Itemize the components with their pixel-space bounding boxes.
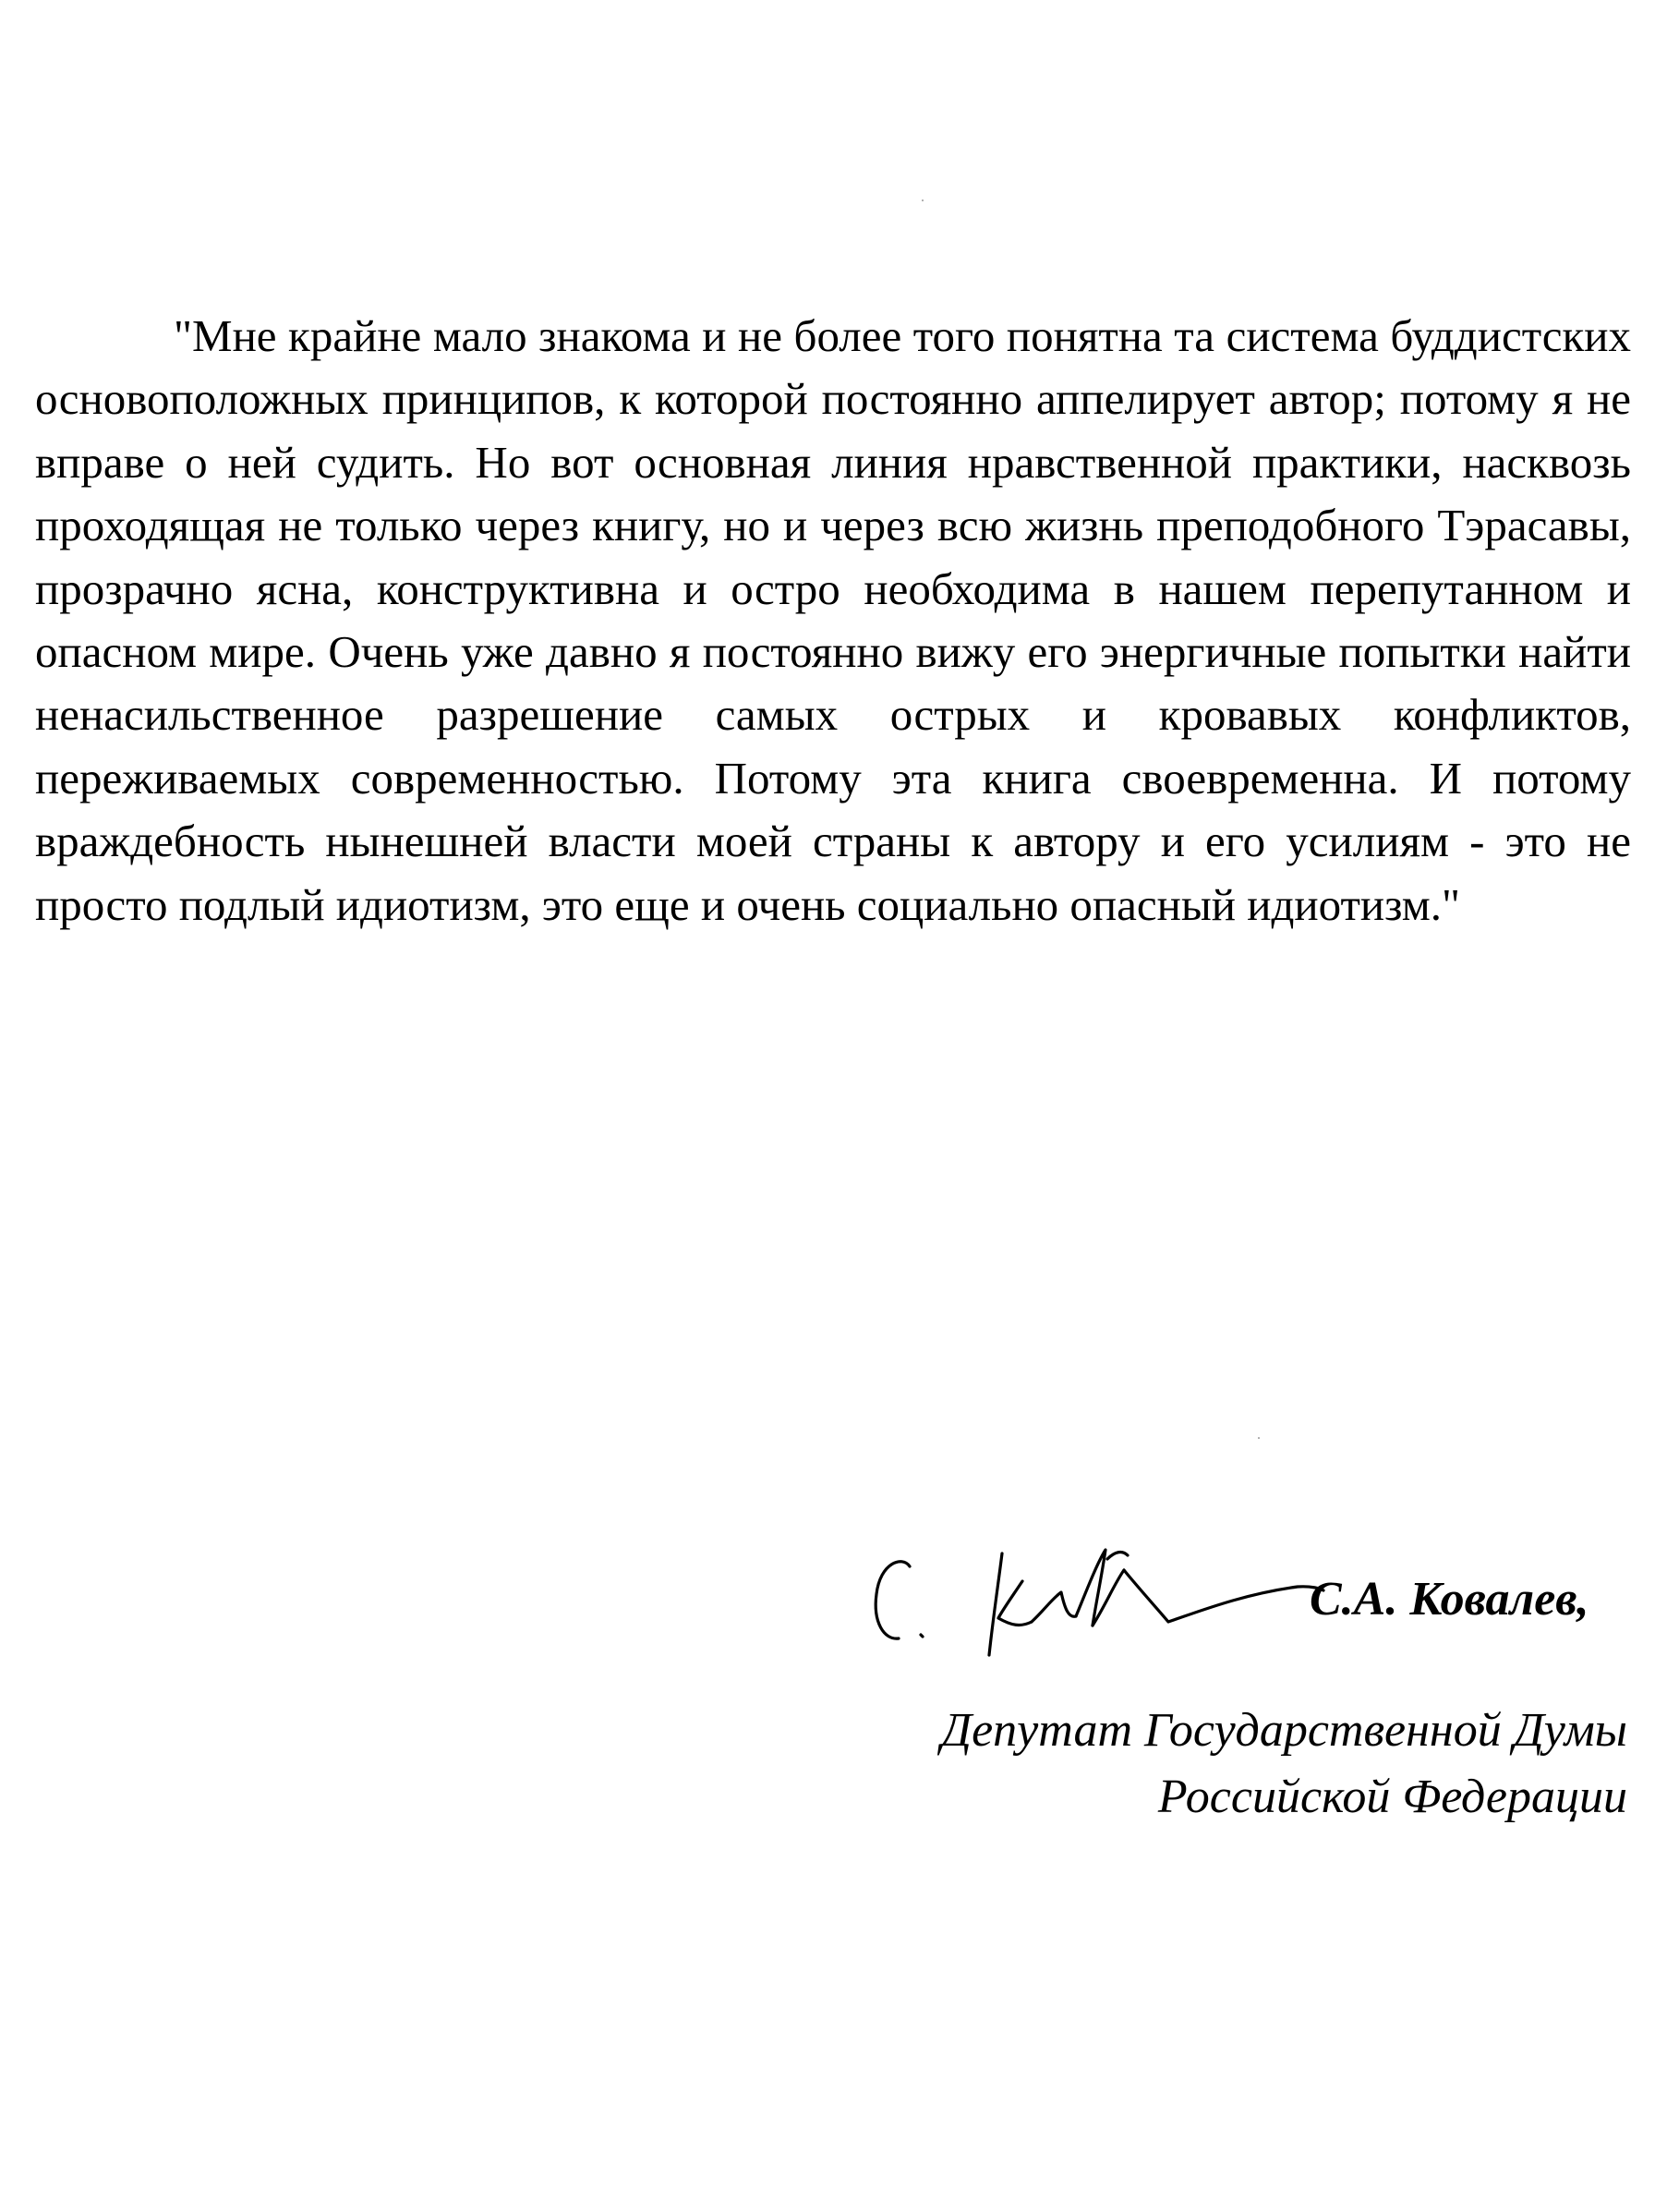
- quote-text: "Мне крайне мало знакома и не более того понятна та система буддистских основоположных принципов, к которой постоянно аппелирует автор; потому я не вправе о ней судить. Но вот основная линия нравственной практики, насквозь проходящая не только через книгу, но и через всю жизнь преподобного Тэрасавы, прозрачно ясна, конструктивна и остро необходима в нашем перепутанном и опасном мире. Очень уже давно я постоянно вижу его энергичные попытки найти ненасильственное разрешение самых острых и кровавых конфликтов, переживаемых современностью. Потому эта книга своевременна. И потому враждебность нынешней власти моей страны к автору и его усилиям - это не просто подлый идиотизм, это еще и очень социально опасный идиотизм.": [35, 310, 1631, 930]
- scan-speck: [1258, 1437, 1260, 1439]
- scan-speck: [922, 199, 924, 201]
- signer-name: С.А. Ковалев,: [1310, 1573, 1589, 1626]
- signer-title: [796, 1698, 1627, 1831]
- signature-block: [0, 1496, 1655, 1823]
- signer-title-line-2: Российской Федерации: [1157, 1771, 1627, 1823]
- signer-title-line-1: Депутат Государственной Думы: [941, 1704, 1627, 1757]
- handwritten-signature: [864, 1509, 1325, 1666]
